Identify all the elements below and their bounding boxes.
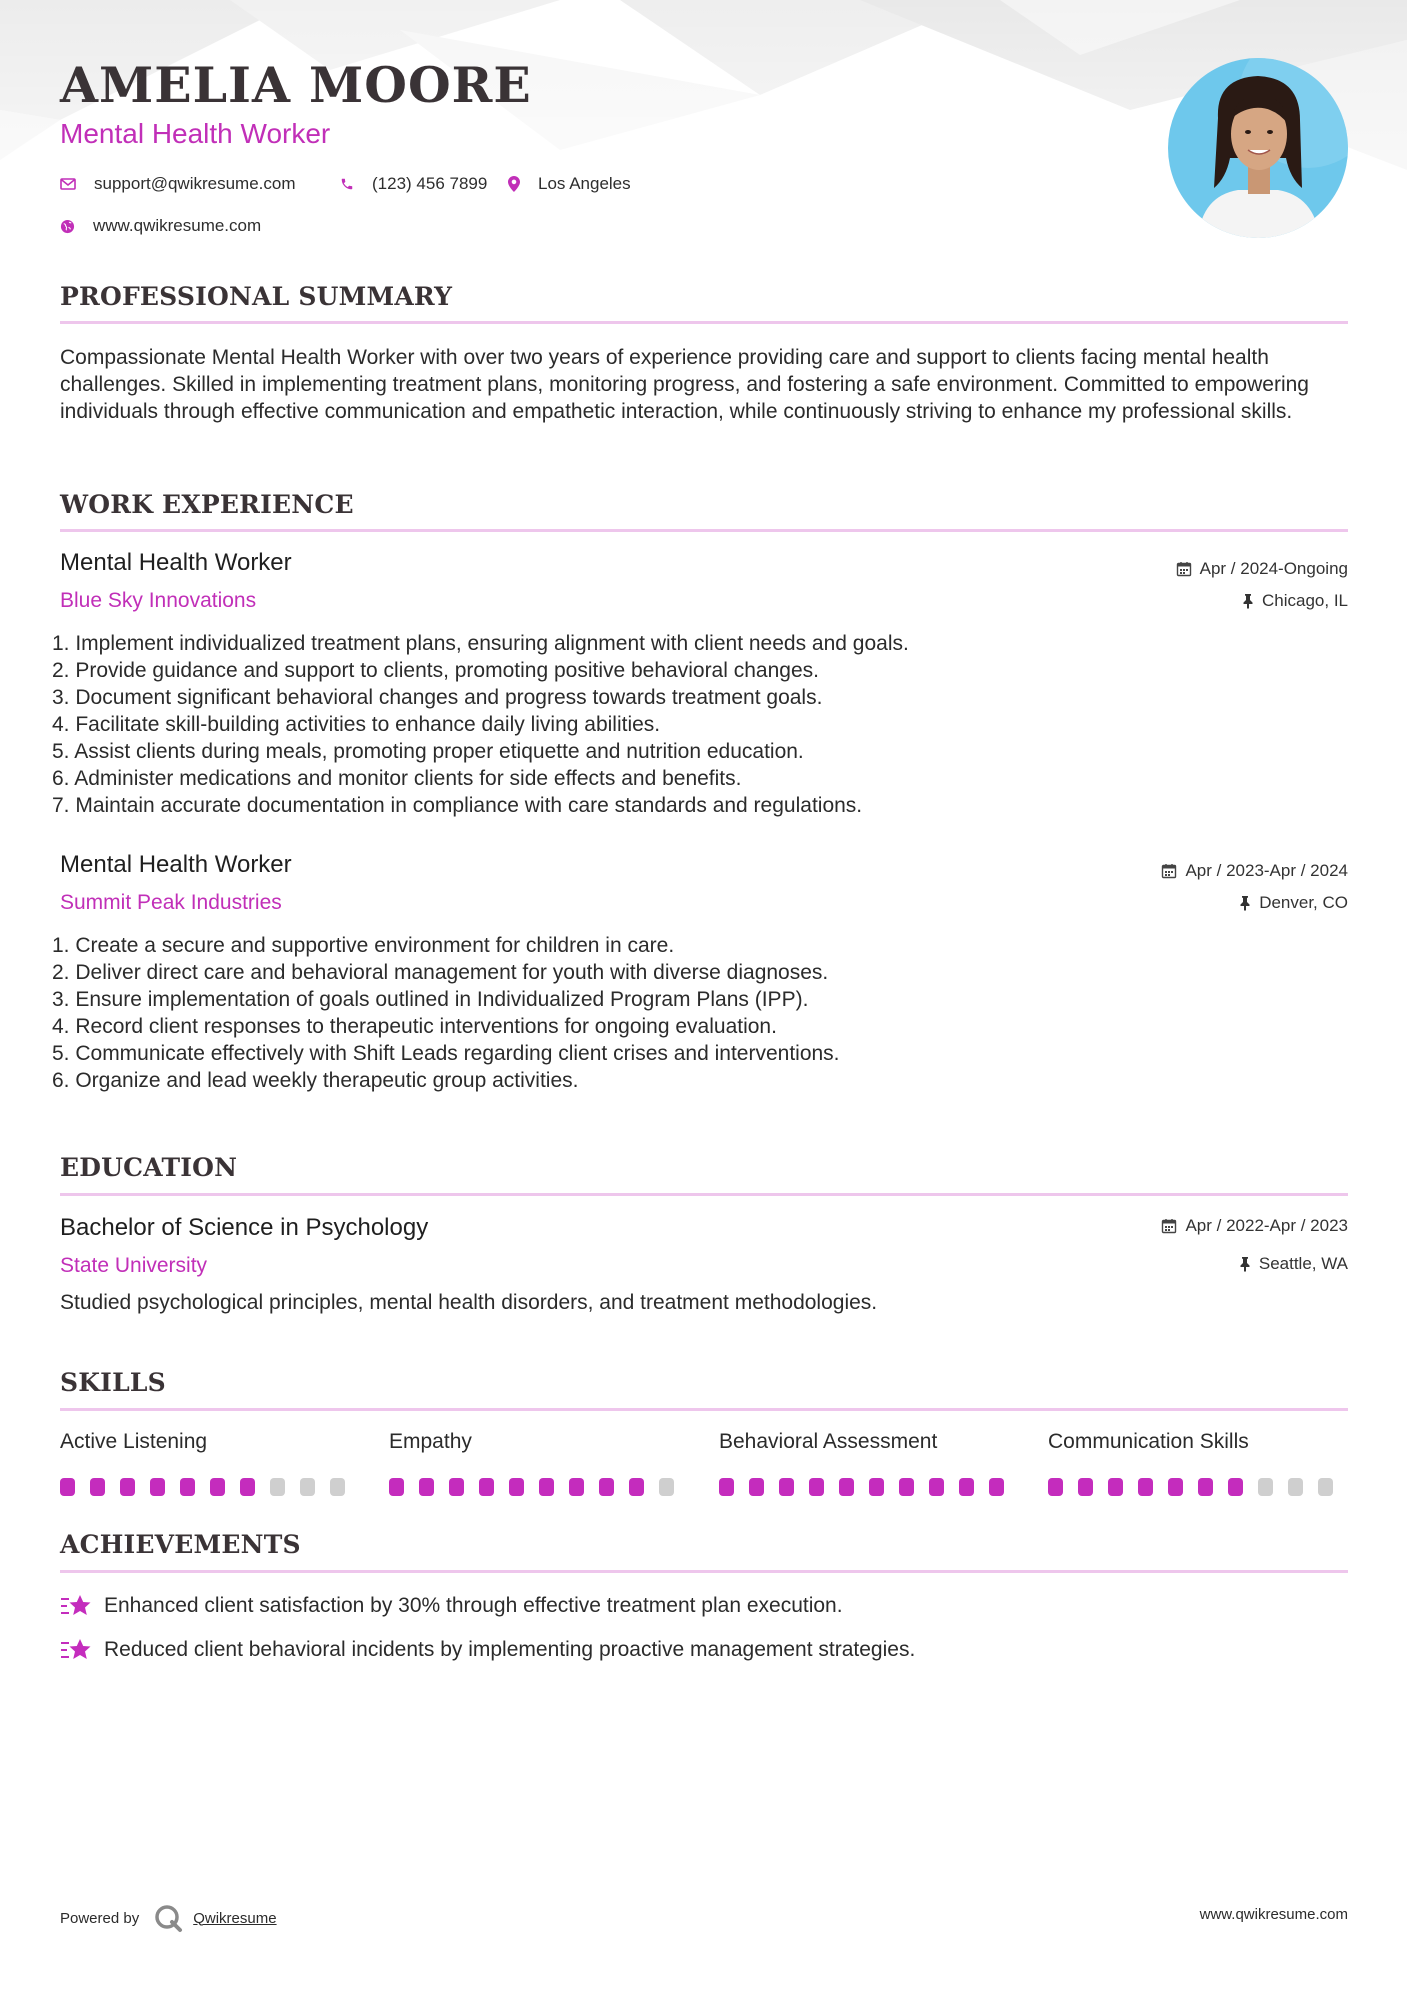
list-item: 5. Assist clients during meals, promoting proper etiquette and nutrition education. — [52, 740, 804, 763]
skill-dot-empty — [330, 1478, 345, 1496]
job-2-title: Mental Health Worker — [60, 851, 292, 878]
globe-icon — [60, 219, 75, 234]
education-location — [1239, 1254, 1348, 1274]
skill-behavioral-assessment — [719, 1430, 1019, 1496]
skill-dot-filled — [809, 1478, 824, 1496]
job-1-location-text: Chicago, IL — [1262, 591, 1348, 610]
skill-dot-filled — [1108, 1478, 1123, 1496]
star-icon — [60, 1593, 92, 1619]
skill-dot-filled — [419, 1478, 434, 1496]
skill-dot-filled — [599, 1478, 614, 1496]
calendar-icon — [1161, 1218, 1177, 1234]
achievement-item — [60, 1637, 915, 1663]
skill-dot-filled — [869, 1478, 884, 1496]
skill-dot-filled — [180, 1478, 195, 1496]
skill-dot-filled — [929, 1478, 944, 1496]
list-item: 4. Record client responses to therapeutic interventions for ongoing evaluation. — [52, 1015, 777, 1038]
job-2-location-text: Denver, CO — [1259, 893, 1348, 912]
phone-text: (123) 456 7899 — [372, 174, 488, 193]
skill-dot-filled — [150, 1478, 165, 1496]
skill-active-listening — [60, 1430, 360, 1496]
job-2-company: Summit Peak Industries — [60, 891, 282, 914]
education-school: State University — [60, 1254, 208, 1277]
phone-icon — [340, 177, 354, 191]
contact-phone[interactable] — [340, 174, 487, 194]
skill-dot-filled — [1138, 1478, 1153, 1496]
list-item: 1. Implement individualized treatment plans, ensuring alignment with client needs and goals. — [52, 632, 909, 655]
list-item: 5. Communicate effectively with Shift Leads regarding client crises and interventions. — [52, 1042, 840, 1065]
calendar-icon — [1161, 863, 1177, 879]
skill-dot-filled — [629, 1478, 644, 1496]
job-1-dates-text: Apr / 2024-Ongoing — [1199, 559, 1348, 578]
website-text: www.qwikresume.com — [93, 216, 262, 235]
mail-icon — [60, 178, 76, 190]
education-degree: Bachelor of Science in Psychology — [60, 1214, 429, 1241]
footer-url[interactable]: www.qwikresume.com — [1199, 1906, 1348, 1923]
skill-dot-filled — [1228, 1478, 1243, 1496]
star-icon — [60, 1637, 92, 1663]
job-2-dates-text: Apr / 2023-Apr / 2024 — [1185, 861, 1348, 880]
skill-dot-filled — [90, 1478, 105, 1496]
skill-dot-empty — [300, 1478, 315, 1496]
skill-empathy — [389, 1430, 689, 1496]
skill-dot-filled — [989, 1478, 1004, 1496]
pushpin-icon — [1242, 593, 1254, 609]
pushpin-icon — [1239, 1256, 1251, 1272]
email-text: support@qwikresume.com — [94, 174, 296, 193]
achievement-text: Enhanced client satisfaction by 30% through effective treatment plan execution. — [104, 1594, 843, 1617]
skill-dot-empty — [1318, 1478, 1333, 1496]
skill-rating — [389, 1478, 689, 1496]
skill-dot-filled — [240, 1478, 255, 1496]
list-item: 6. Organize and lead weekly therapeutic group activities. — [52, 1069, 579, 1092]
skill-dot-filled — [1048, 1478, 1063, 1496]
achievements-divider — [60, 1570, 1348, 1573]
education-location-text: Seattle, WA — [1258, 1254, 1348, 1273]
job-1-title: Mental Health Worker — [60, 549, 292, 576]
skill-dot-filled — [509, 1478, 524, 1496]
job-1-duties — [52, 630, 909, 819]
skill-dot-filled — [1198, 1478, 1213, 1496]
skill-rating — [60, 1478, 360, 1496]
list-item: 2. Provide guidance and support to clients, promoting positive behavioral changes. — [52, 659, 819, 682]
list-item: 7. Maintain accurate documentation in compliance with care standards and regulations. — [52, 794, 863, 817]
education-dates-text: Apr / 2022-Apr / 2023 — [1185, 1216, 1348, 1235]
contact-website[interactable] — [60, 216, 261, 236]
education-divider — [60, 1193, 1348, 1196]
candidate-role: Mental Health Worker — [60, 118, 331, 149]
list-item: 3. Document significant behavioral changes and progress towards treatment goals. — [52, 686, 823, 709]
job-1-company: Blue Sky Innovations — [60, 589, 257, 612]
skill-dot-filled — [449, 1478, 464, 1496]
skill-name: Behavioral Assessment — [719, 1430, 938, 1453]
skill-name: Active Listening — [60, 1430, 208, 1453]
skill-dot-empty — [270, 1478, 285, 1496]
skill-name: Empathy — [389, 1430, 472, 1453]
skill-dot-filled — [479, 1478, 494, 1496]
achievement-item — [60, 1593, 843, 1619]
candidate-name: AMELIA MOORE — [60, 56, 532, 114]
contact-email[interactable] — [60, 174, 296, 194]
skill-dot-filled — [539, 1478, 554, 1496]
skill-dot-empty — [659, 1478, 674, 1496]
qwikresume-link[interactable]: Qwikresume — [193, 1909, 277, 1927]
footer-powered-by — [60, 1903, 277, 1933]
list-item: 4. Facilitate skill-building activities to enhance daily living abilities. — [52, 713, 661, 736]
summary-text: Compassionate Mental Health Worker with over two years of experience providing care and support to clients facing mental health challenges. Skilled in implementing treatment plans, monitoring progress, and fostering a safe environment. Committed to empowering individuals through effective communication and empathetic interaction, while continuously striving to enhance my professional skills. — [60, 346, 1309, 423]
skill-dot-filled — [210, 1478, 225, 1496]
job-1-dates — [1176, 559, 1348, 579]
skill-dot-filled — [569, 1478, 584, 1496]
contact-location — [508, 174, 631, 194]
skill-dot-filled — [120, 1478, 135, 1496]
achievement-text: Reduced client behavioral incidents by implementing proactive management strategies. — [104, 1638, 916, 1661]
skill-communication — [1048, 1430, 1348, 1496]
skill-dot-filled — [959, 1478, 974, 1496]
pushpin-icon — [1239, 895, 1251, 911]
job-1-location — [1242, 591, 1348, 611]
powered-by-label: Powered by — [60, 1909, 140, 1927]
skill-dot-filled — [1168, 1478, 1183, 1496]
list-item: 1. Create a secure and supportive environment for children in care. — [52, 934, 675, 957]
skill-rating — [1048, 1478, 1348, 1496]
location-text: Los Angeles — [538, 174, 631, 193]
skill-dot-filled — [719, 1478, 734, 1496]
calendar-icon — [1176, 561, 1192, 577]
education-dates — [1161, 1216, 1348, 1236]
achievements-heading: ACHIEVEMENTS — [60, 1530, 301, 1559]
list-item: 6. Administer medications and monitor clients for side effects and benefits. — [52, 767, 742, 790]
skills-divider — [60, 1408, 1348, 1411]
skill-dot-filled — [1078, 1478, 1093, 1496]
summary-divider — [60, 321, 1348, 324]
job-2-dates — [1161, 861, 1348, 881]
qwikresume-logo-icon — [153, 1903, 183, 1933]
experience-heading: WORK EXPERIENCE — [60, 490, 354, 519]
skill-name: Communication Skills — [1048, 1430, 1249, 1453]
skill-dot-filled — [60, 1478, 75, 1496]
education-description: Studied psychological principles, mental health disorders, and treatment methodologies. — [60, 1291, 878, 1314]
skill-dot-filled — [839, 1478, 854, 1496]
list-item: 2. Deliver direct care and behavioral management for youth with diverse diagnoses. — [52, 961, 829, 984]
skills-heading: SKILLS — [60, 1368, 166, 1397]
map-pin-icon — [508, 176, 520, 192]
job-2-duties — [52, 932, 840, 1094]
list-item: 3. Ensure implementation of goals outlined in Individualized Program Plans (IPP). — [52, 988, 809, 1011]
skill-rating — [719, 1478, 1019, 1496]
skill-dot-filled — [899, 1478, 914, 1496]
profile-photo — [1168, 58, 1348, 238]
skill-dot-empty — [1288, 1478, 1303, 1496]
education-heading: EDUCATION — [60, 1153, 238, 1182]
skill-dot-filled — [389, 1478, 404, 1496]
experience-divider — [60, 529, 1348, 532]
skill-dot-empty — [1258, 1478, 1273, 1496]
summary-heading: PROFESSIONAL SUMMARY — [60, 282, 453, 311]
job-2-location — [1239, 893, 1348, 913]
skill-dot-filled — [779, 1478, 794, 1496]
skill-dot-filled — [749, 1478, 764, 1496]
